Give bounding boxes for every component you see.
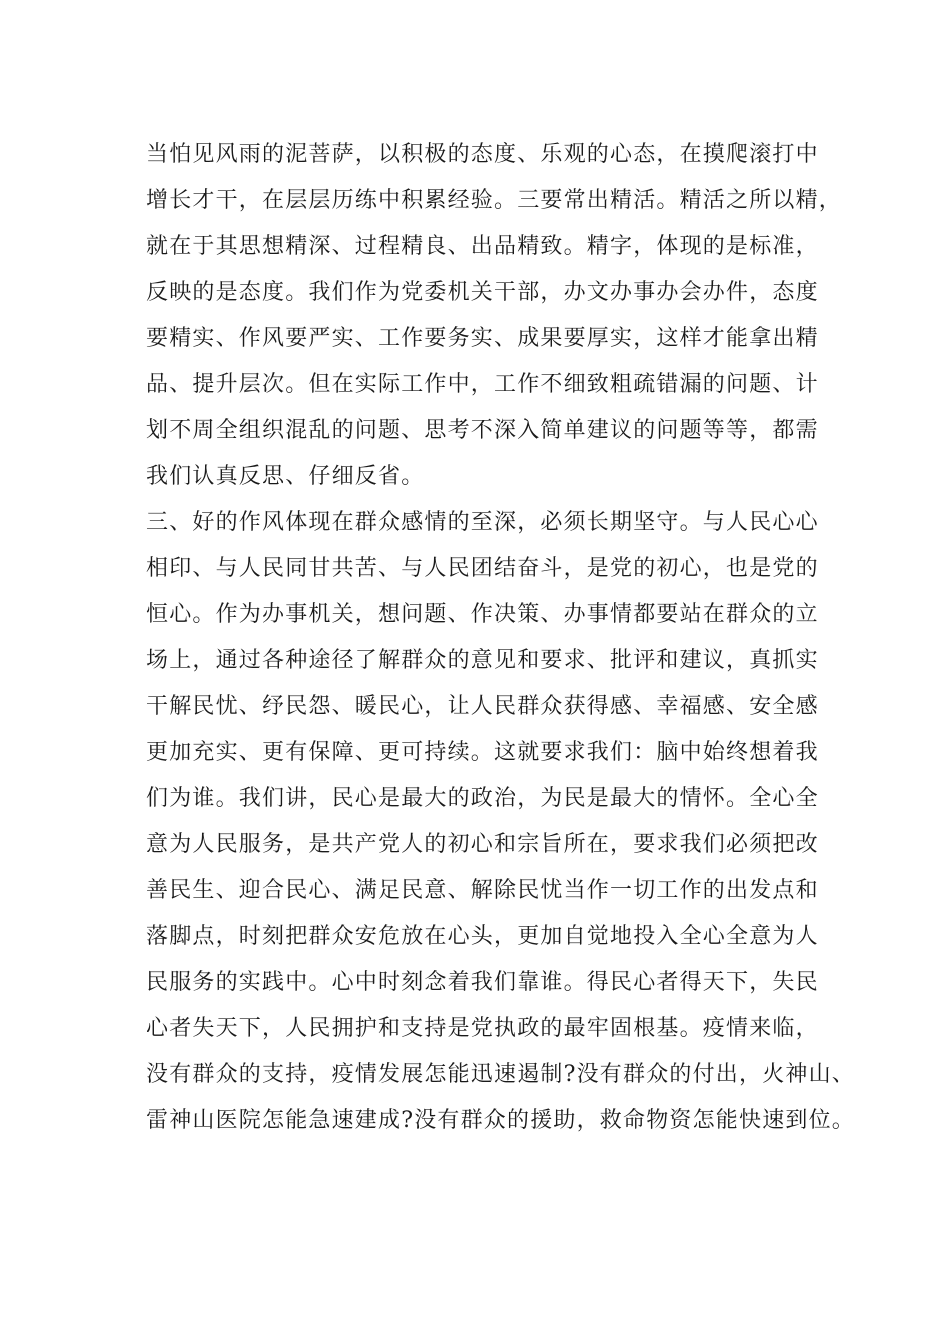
text-line: 们为谁。我们讲，民心是最大的政治，为民是最大的情怀。全心全 [146,786,819,811]
text-line: 增长才干，在层层历练中积累经验。三要常出精活。精活之所以精， [146,188,843,213]
section-heading-line: 三、好的作风体现在群众感情的至深，必须长期坚守。与人民心心 [146,510,819,535]
text-line: 反映的是态度。我们作为党委机关干部，办文办事办会办件，态度 [146,280,819,305]
text-line: 民服务的实践中。心中时刻念着我们靠谁。得民心者得天下，失民 [146,970,819,995]
text-line: 善民生、迎合民心、满足民意、解除民忧当作一切工作的出发点和 [146,878,819,903]
text-line: 更加充实、更有保障、更可持续。这就要求我们：脑中始终想着我 [146,740,819,765]
text-line: 就在于其思想精深、过程精良、出品精致。精字，体现的是标准， [146,234,819,259]
text-line: 要精实、作风要严实、工作要务实、成果要厚实，这样才能拿出精 [146,326,819,351]
text-line: 场上，通过各种途径了解群众的意见和要求、批评和建议，真抓实 [146,648,819,673]
text-line: 相印、与人民同甘共苦、与人民团结奋斗，是党的初心，也是党的 [146,556,819,581]
text-line: 品、提升层次。但在实际工作中，工作不细致粗疏错漏的问题、计 [146,372,819,397]
text-line: 干解民忧、纾民怨、暖民心，让人民群众获得感、幸福感、安全感 [146,694,819,719]
body-text [146,132,855,1144]
text-line: 划不周全组织混乱的问题、思考不深入简单建议的问题等等，都需 [146,418,819,443]
text-line: 当怕见风雨的泥菩萨，以积极的态度、乐观的心态，在摸爬滚打中 [146,142,819,167]
text-line: 意为人民服务，是共产党人的初心和宗旨所在，要求我们必须把改 [146,832,819,857]
text-line: 恒心。作为办事机关，想问题、作决策、办事情都要站在群众的立 [146,602,819,627]
text-line: 没有群众的支持，疫情发展怎能迅速遏制?没有群众的付出，火神山、 [146,1062,855,1087]
text-line: 我们认真反思、仔细反省。 [146,464,425,489]
text-line: 雷神山医院怎能急速建成?没有群众的援助，救命物资怎能快速到位。 [146,1108,855,1133]
text-line: 心者失天下，人民拥护和支持是党执政的最牢固根基。疫情来临， [146,1016,819,1041]
text-line: 落脚点，时刻把群众安危放在心头，更加自觉地投入全心全意为人 [146,924,819,949]
